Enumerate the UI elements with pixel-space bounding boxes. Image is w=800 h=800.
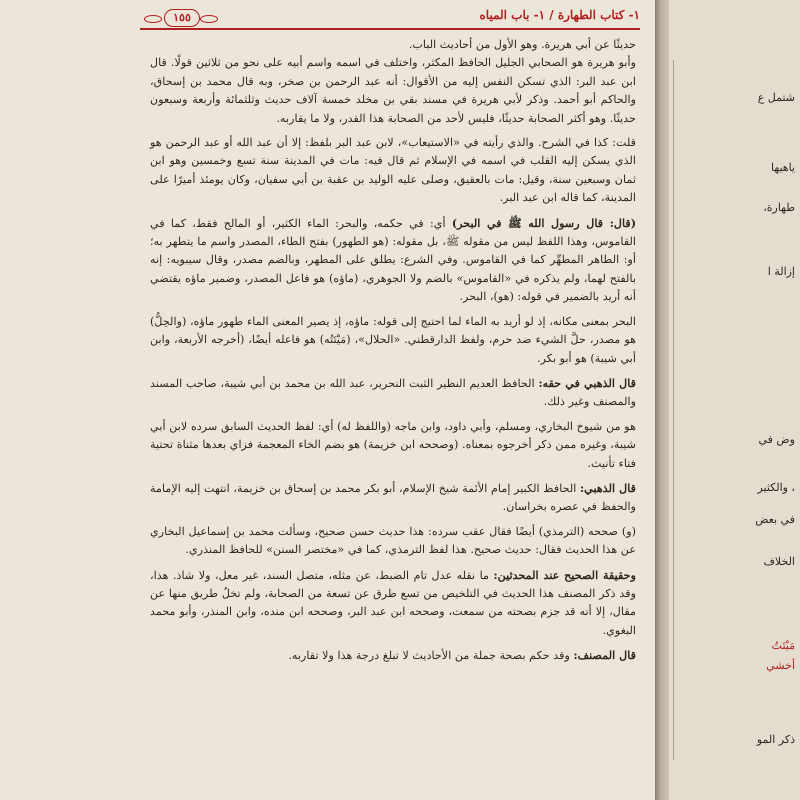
paragraph-text: وقد حكم بصحة جملة من الأحاديث لا تبلغ درجة هذا ولا تقاربه. [288,649,574,663]
paragraph [150,214,636,307]
paragraph [150,479,636,517]
facing-page-fragment: ياهيها [771,161,795,174]
paragraph-text: حديثًا عن أبي هريرة. وهو الأول من أحاديث الباب. [408,38,636,51]
page-number: ١٥٥ [164,9,200,27]
ornament-left-icon [144,15,162,23]
paragraph-text: الحافظ الكبير إمام الأئمة شيخ الإسلام، أبو بكر محمد بن إسحاق بن خزيمة، انتهت إليه الإمامة والحفظ في عصره بخراسان. [150,481,636,514]
paragraph [150,566,636,641]
facing-page-fragment: في بعض [755,513,795,526]
paragraph [150,374,636,412]
facing-page-fragment: طهارة، [763,201,795,214]
book-gutter [655,0,669,800]
header-rule [140,28,640,30]
facing-page-text [677,0,800,800]
facing-page-fragment: وض في [758,433,795,446]
facing-page-fragment: إزالة ا [767,265,795,278]
facing-page [669,0,800,800]
paragraph-text: أي: في حكمه، والبحر: الماء الكثير، أو المالح فقط، كما في القاموس، وهذا اللفظ ليس من مقوله ﷺ، بل مقوله: (هو الطهور) بفتح الطاء، المصدر واسم ما يتطهر به؛ أو: الطاهر المطهِّر كما في القاموس. وفي الشرع: يطلق على المطهر، وبالضم مصدر، وقال سيبويه: إنه بالفتح لهما، ولم يذكره في «القاموس» بالضم ولا الجوهري، (ماؤه) هو فاعل المصدر، وضمير ماؤه يقتضي أنه أريد بالضمير في قوله: (هو)، البحر. [150,216,636,304]
paragraph-text: ما نقله عدل تام الضبط، عن مثله، متصل السند، غير معل، ولا شاذ. هذا، وقد ذكر المصنف هذا الحديث في التلخيص من تسع طرق عن تسعة من الصحابة، ولم تخلُ طريق منها عن مقال، إلا أنه قد جزم بصحته من سمعت، وصححه ابن عبد البر، وصححه ابن منده، وابن المنذر، وأبو محمد البغوي. [150,568,636,637]
paragraph [150,646,636,665]
page-header [140,8,640,30]
page-number-ornament [144,8,218,28]
facing-page-fragment: ، والكثير [757,481,795,494]
ornament-right-icon [200,15,218,23]
paragraph-lead: قال الذهبي: [580,480,636,495]
paragraph-text: قلت: كذا في الشرح. والذي رأيته في «الاستيعاب»، لابن عبد البر بلفظ: إلا أن عبد الله أو عبد الرحمن هو الذي يسكن إليه القلب في اسمه في الإسلام ثم قال فيه: مات في المدينة سنة تسع وخمسين وهو ابن ثمان وسبعين سنة، وقيل: مات بالعقيق، وصلى عليه الوليد بن عقبة بن أبي سفيان، وكان يومئذ أميرًا على المدينة، كما قاله ابن عبد البر. [150,136,636,205]
paragraph [150,313,636,368]
margin-rule [673,60,674,760]
paragraph [150,54,636,128]
running-title: ١- كتاب الطهارة / ١- باب المياه [479,8,640,22]
paragraph-text: (و) صححه (الترمذي) أيضًا فقال عقب سرده: هذا حديث حسن صحيح، وسألت محمد بن إسماعيل البخاري عن هذا الحديث فقال: حديث صحيح. هذا لفظ الترمذي، كما في «مختصر السنن» للحافظ المنذري. [150,524,636,557]
paragraph [150,134,636,208]
facing-page-fragment: شتمل ع [757,91,795,104]
facing-page-fragment: أخشي [766,659,795,672]
paragraph-text: هو من شيوخ البخاري، ومسلم، وأبي داود، وابن ماجه (واللفظ له) أي: لفظ الحديث السابق سرده لابن أبي شيبة، وغيره ممن ذكر أخرجوه بمعناه. (وصححه ابن خزيمة) هو بضم الخاء المعجمة فزاي بعدها مثناة تحتية فتاء تأنيث. [150,419,636,470]
paragraph-lead: قال الذهبي في حقه: [538,375,636,390]
facing-page-fragment: مَيْتَتُ [771,639,795,652]
facing-page-fragment: الخلاف [763,555,795,568]
paragraph-text: البحر بمعنى مكانه، إذ لو أريد به الماء لما احتيج إلى قوله: ماؤه، إذ يصير المعنى الماء طهور ماؤه، (والحِلُّ) هو مصدر، حلَّ الشيء ضد حرم، ولفظ الدارقطني. «الحلال»، (مَيْتَتُه) هو فاعله أيضًا، (أخرجه الأربعة، وابن أبي شيبة) هو أبو بكر. [150,314,636,365]
paragraph-lead: (قال: قال رسول الله ﷺ في البحر) [451,215,637,230]
paragraph [150,523,636,560]
paragraph [150,418,636,473]
paragraph-text: وأبو هريرة هو الصحابي الجليل الحافظ المكثر، واختلف في اسمه واسم أبيه على نحو من ثلاثين قولًا. قال ابن عبد البر: الذي تسكن النفس إليه من الأقوال: أنه عبد الرحمن بن صخر، وبه قال محمد بن إسحاق، والحاكم أبو أحمد. وذكر لأبي هريرة في مسند بقي بن مخلد خمسة آلاف حديث وثلثمائة وأربعة وسبعون حديثًا. وهو أكثر الصحابة حديثًا، فليس لأحد من الصحابة هذا القدر، ولا ما يقاربه. [150,56,636,125]
paragraph-lead: وحقيقة الصحيح عند المحدثين: [493,567,637,582]
paragraph [150,36,636,54]
paragraph-text: الحافظ العديم النظير الثبت النحرير، عبد الله بن محمد بن أبي شيبة، صاحب المسند والمصنف وغير ذلك. [150,376,636,409]
paragraph-lead: قال المصنف: [573,648,636,663]
facing-page-fragment: ذكر المو [756,733,795,746]
body-text [150,36,636,666]
